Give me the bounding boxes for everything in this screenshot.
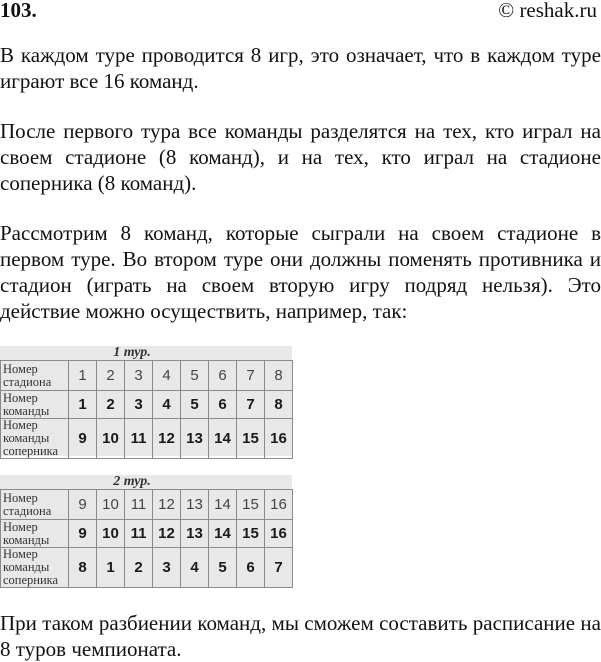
table-cell: 10 [97,419,125,459]
table-cell: 3 [125,361,153,391]
table-cell: 16 [265,490,293,520]
table-cell: 5 [181,391,209,419]
table-cell: 6 [209,361,237,391]
round-2-caption-text: 2 тур. [113,474,151,489]
row-header-stadium: Номер стадиона [1,490,69,520]
table-cell: 2 [97,361,125,391]
table-cell: 4 [153,361,181,391]
row-header-stadium: Номер стадиона [1,361,69,391]
table-cell: 1 [69,391,97,419]
table-cell: 14 [209,419,237,459]
round-2-caption [0,475,292,489]
table-row [1,361,293,391]
table-cell: 5 [181,361,209,391]
table-row [1,548,293,588]
table-cell: 12 [153,520,181,548]
table-cell: 8 [265,391,293,419]
table-cell: 15 [237,520,265,548]
row-header-team: Номер команды [1,520,69,548]
table-cell: 15 [237,419,265,459]
table-cell: 7 [237,391,265,419]
table-cell: 9 [69,520,97,548]
table-cell: 5 [209,548,237,588]
table-cell: 6 [209,391,237,419]
table-cell: 12 [153,490,181,520]
paragraph-consider-teams: Рассмотрим 8 команд, которые сыграли на своем стадионе в первом туре. Во втором туре они должны поменять противника и стадион (играть на своем вторую игру подряд нельзя). Это действие можно осуществить, например, так: [0,221,601,323]
table-cell: 9 [69,490,97,520]
problem-number: 103. [0,0,37,22]
table-cell: 16 [265,520,293,548]
table-cell: 6 [237,548,265,588]
table-cell: 11 [125,490,153,520]
row-header-team: Номер команды [1,391,69,419]
table-cell: 1 [97,548,125,588]
table-cell: 10 [97,490,125,520]
table-row [1,490,293,520]
table-cell: 4 [181,548,209,588]
table-cell: 9 [69,419,97,459]
round-1-table-block [0,346,292,456]
table-cell: 10 [97,520,125,548]
table-cell: 2 [125,548,153,588]
table-cell: 7 [265,548,293,588]
table-row [1,520,293,548]
table-cell: 7 [237,361,265,391]
table-row [1,391,293,419]
round-1-caption [0,346,292,360]
round-1-table [0,360,293,459]
paragraph-conclusion: При таком разбиении команд, мы сможем составить расписание на 8 туров чемпионата. [0,611,601,661]
table-cell: 14 [209,490,237,520]
paragraph-games-per-round: В каждом туре проводится 8 игр, это означает, что в каждом туре играют все 16 команд. [0,43,601,93]
table-cell: 1 [69,361,97,391]
table-cell: 13 [181,419,209,459]
table-cell: 8 [69,548,97,588]
table-cell: 3 [153,548,181,588]
table-cell: 13 [181,520,209,548]
table-cell: 3 [125,391,153,419]
row-header-opponent: Номер команды соперника [1,548,69,588]
table-cell: 13 [181,490,209,520]
site-credit: © reshak.ru [498,0,597,22]
table-cell: 8 [265,361,293,391]
table-cell: 11 [125,419,153,459]
table-cell: 11 [125,520,153,548]
table-cell: 4 [153,391,181,419]
table-cell: 15 [237,490,265,520]
table-cell: 16 [265,419,293,459]
round-2-table [0,489,293,588]
row-header-opponent: Номер команды соперника [1,419,69,459]
paragraph-after-first-round: После первого тура все команды разделятся на тех, кто играл на своем стадионе (8 команд), и на тех, кто играл на стадионе соперника (8 команд). [0,119,601,195]
round-1-caption-text: 1 тур. [113,345,151,360]
table-cell: 12 [153,419,181,459]
table-cell: 14 [209,520,237,548]
table-row [1,419,293,459]
table-cell: 2 [97,391,125,419]
round-2-table-block [0,475,292,587]
